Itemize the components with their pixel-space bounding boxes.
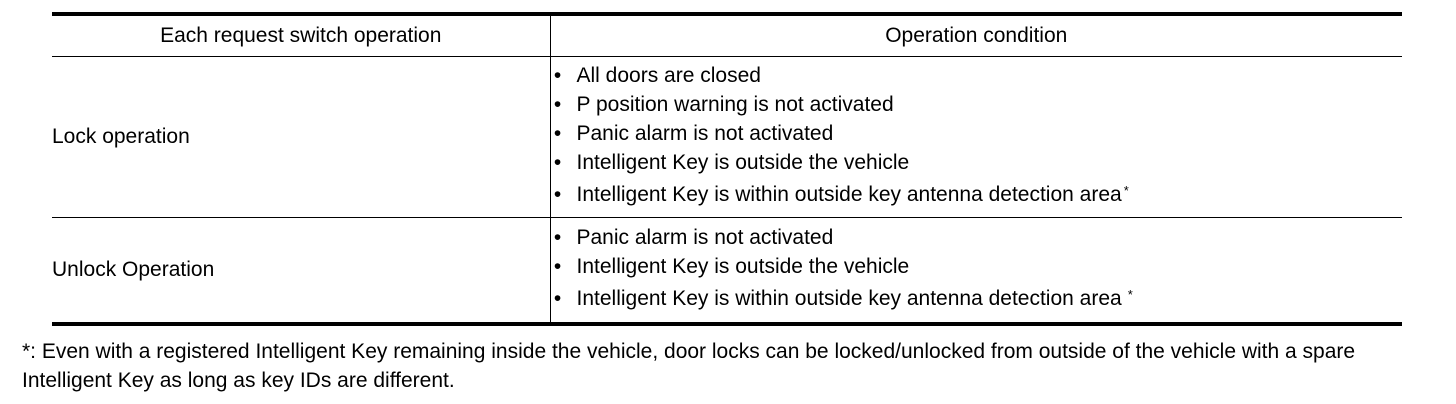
list-item: • P position warning is not activated	[551, 90, 1403, 119]
bullet-icon: •	[553, 93, 562, 116]
lock-operation-cell: Lock operation	[52, 57, 550, 218]
list-item: • Intelligent Key is outside the vehicle	[551, 252, 1403, 281]
bullet-icon: •	[553, 64, 562, 87]
list-item: • Panic alarm is not activated	[551, 223, 1403, 252]
table-row-unlock	[52, 218, 1402, 324]
table-header-row	[52, 14, 1402, 57]
lock-conditions-list	[551, 61, 1403, 213]
list-item: • All doors are closed	[551, 61, 1403, 90]
list-item: • Intelligent Key is outside the vehicle	[551, 148, 1403, 177]
unlock-conditions-list	[551, 223, 1403, 317]
unlock-conditions-cell	[550, 218, 1402, 324]
header-operation: Each request switch operation	[52, 14, 550, 57]
bullet-icon: •	[553, 254, 562, 278]
bullet-icon: •	[553, 183, 562, 206]
bullet-icon: •	[553, 151, 562, 174]
list-item: • Intelligent Key is within outside key antenna detection area *	[551, 281, 1403, 317]
list-item: • Panic alarm is not activated	[551, 119, 1403, 148]
unlock-operation-cell: Unlock Operation	[52, 218, 550, 324]
bullet-icon: •	[553, 286, 562, 310]
bullet-icon: •	[553, 225, 562, 249]
table-row-lock	[52, 57, 1402, 218]
list-item: • Intelligent Key is within outside key antenna detection area *	[551, 177, 1403, 213]
operation-conditions-table-container	[52, 12, 1402, 326]
header-condition: Operation condition	[885, 24, 1068, 47]
footnote-text: *: Even with a registered Intelligent Key remaining inside the vehicle, door locks can be locked/unlocked from outside of the vehicle with a spare Intelligent Key as long as key IDs are different.	[22, 340, 1356, 392]
footnote-marker: *	[1127, 286, 1133, 302]
operation-conditions-table	[52, 12, 1402, 326]
bullet-icon: •	[553, 122, 562, 145]
lock-conditions-cell	[550, 57, 1402, 218]
footnote-marker: *	[1123, 183, 1129, 198]
